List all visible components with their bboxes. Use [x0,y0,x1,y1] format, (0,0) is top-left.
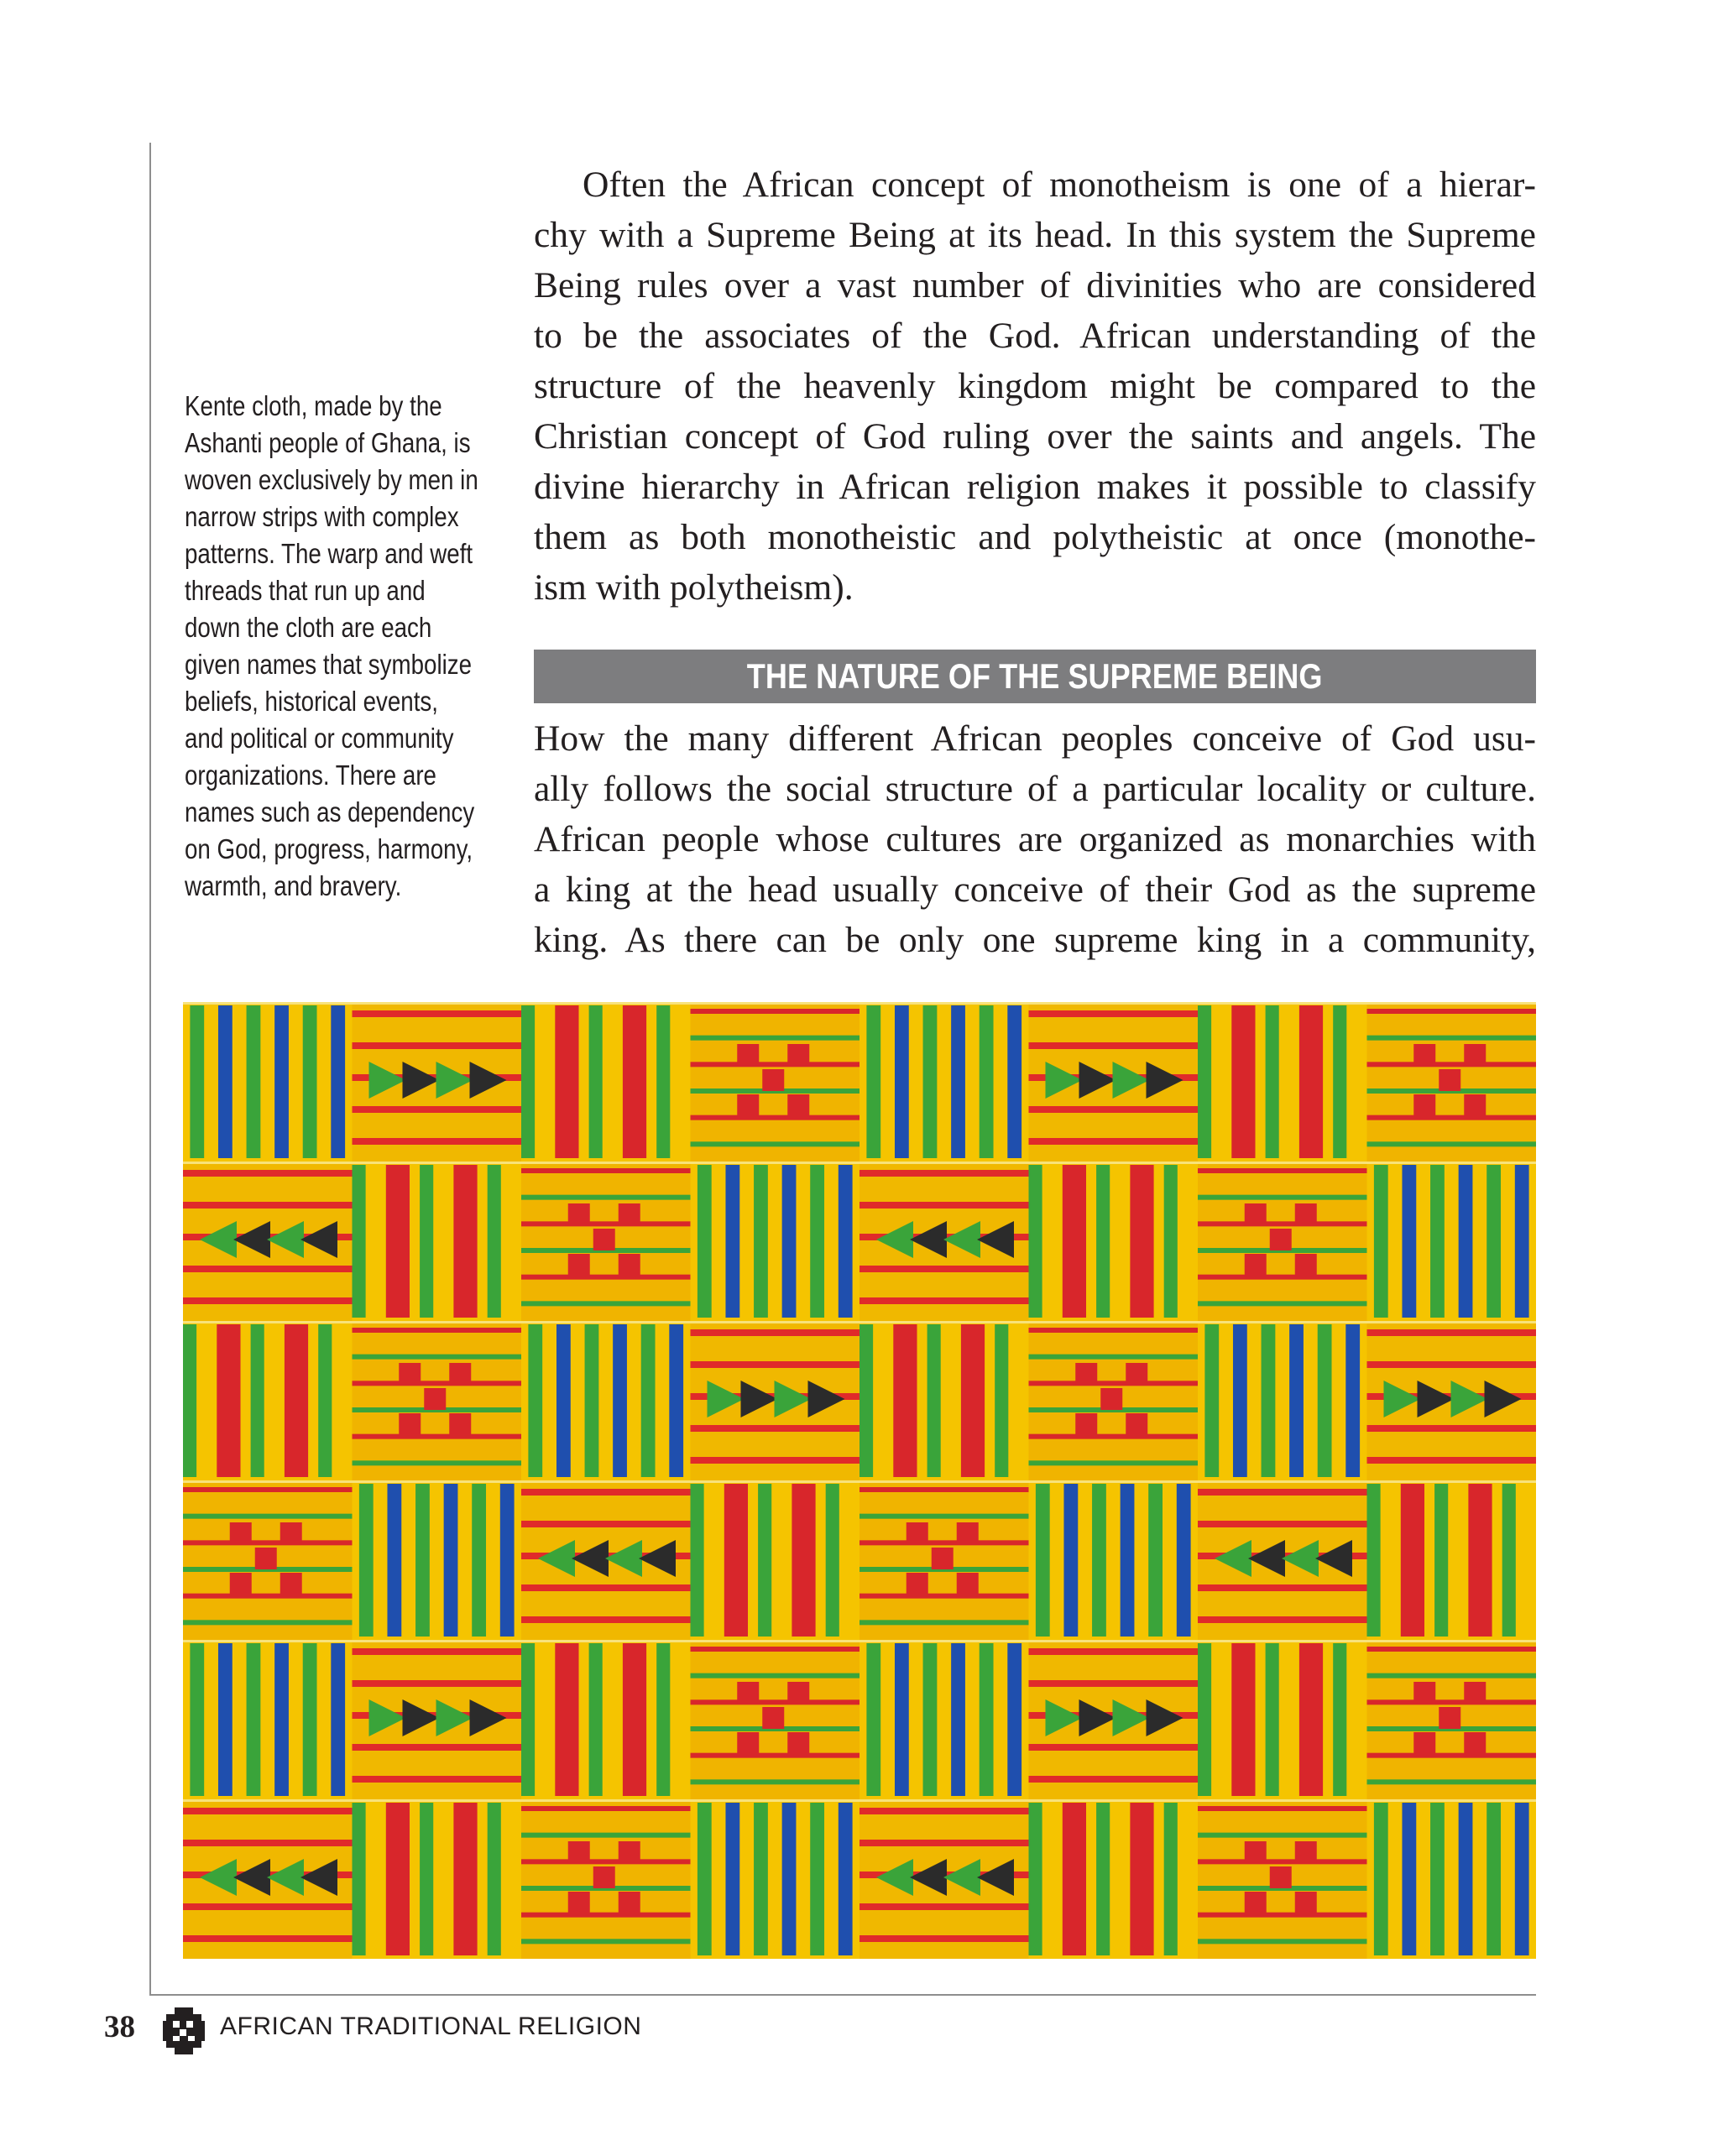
body-line: to be the associates of the God. African understanding of the [534,316,1536,356]
section-heading-text: THE NATURE OF THE SUPREME BEING [747,656,1323,696]
body-line: Being rules over a vast number of divinities who are considered [534,265,1536,305]
kente-cloth-photo [183,1002,1536,1959]
caption-line: beliefs, historical events, [185,686,438,717]
body-line: Christian concept of God ruling over the saints and angels. The [534,416,1536,457]
caption-line: organizations. There are [185,760,436,791]
body-line: African people whose cultures are organized as monarchies with [534,819,1536,859]
caption-line: threads that run up and [185,575,426,606]
body-line: ally follows the social structure of a particular locality or culture. [534,769,1536,809]
caption-line: given names that symbolize [185,649,473,680]
margin-rule-horizontal [149,1994,1536,1996]
caption-line: and political or community [185,723,454,754]
caption-line: patterns. The warp and weft [185,538,473,569]
body-line: king. As there can be only one supreme king in a community, [534,920,1536,960]
caption-line: woven exclusively by men in [185,464,478,495]
caption-line: Ashanti people of Ghana, is [185,427,471,458]
body-line: structure of the heavenly kingdom might be compared to the [534,366,1536,406]
body-line: divine hierarchy in African religion makes it possible to classify [534,467,1536,507]
body-paragraph-2 [534,713,1536,965]
body-line: them as both monotheistic and polytheistic at once (monothe- [534,517,1536,557]
section-heading [534,650,1536,703]
body-line: a king at the head usually conceive of their God as the supreme [534,869,1536,910]
adinkra-symbol-icon [163,2007,205,2054]
page-number: 38 [104,2010,135,2044]
body-paragraph-1 [534,159,1536,613]
caption-line: narrow strips with complex [185,501,459,532]
photo-caption [185,388,495,905]
body-line: ism with polytheism). [534,567,854,608]
caption-line: names such as dependency [185,796,475,827]
caption-line: down the cloth are each [185,612,432,643]
body-line: chy with a Supreme Being at its head. In this system the Supreme [534,215,1536,255]
caption-line: Kente cloth, made by the [185,390,442,421]
caption-line: on God, progress, harmony, [185,833,473,864]
book-title: AFRICAN TRADITIONAL RELIGION [220,2012,642,2040]
body-line: Often the African concept of monotheism is one of a hierar- [583,164,1536,205]
caption-line: warmth, and bravery. [185,870,402,901]
margin-rule-vertical [149,143,151,1996]
body-line: How the many different African peoples conceive of God usu- [534,718,1536,759]
